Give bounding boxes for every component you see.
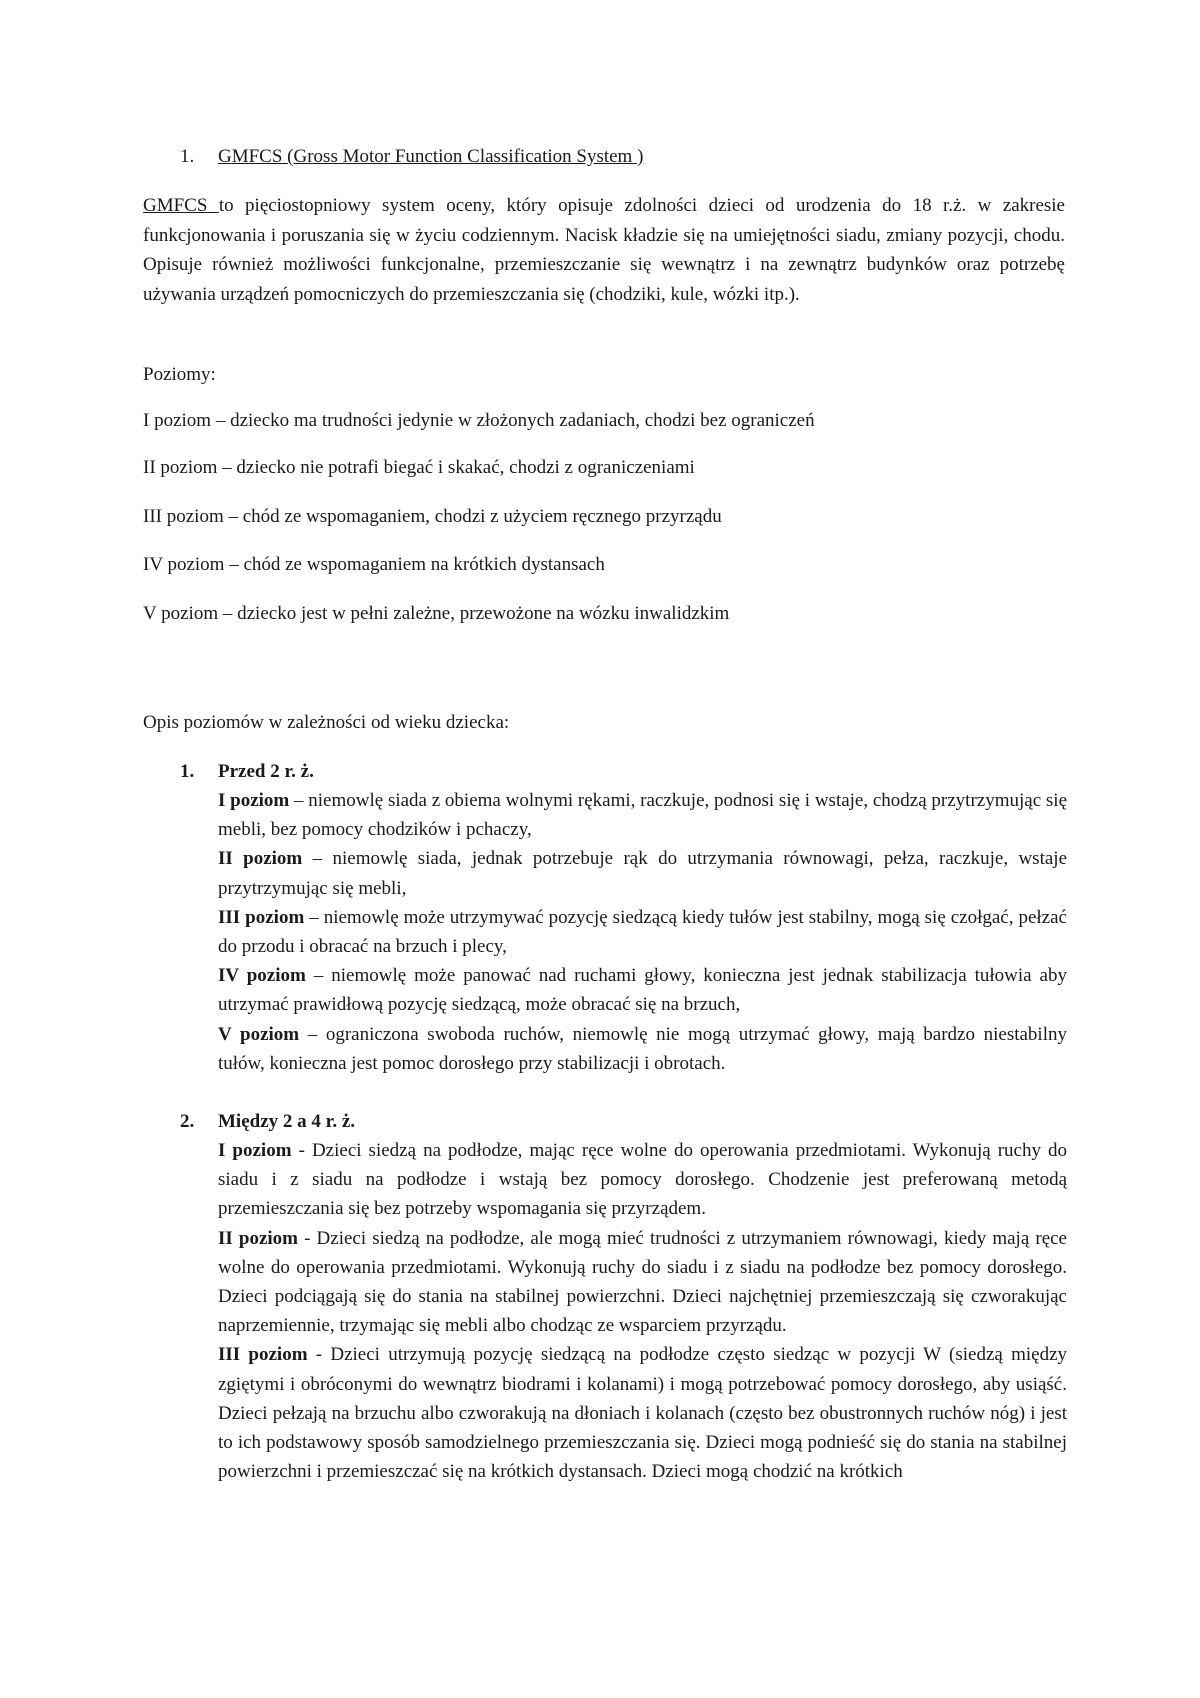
level-label: IV poziom xyxy=(218,965,306,987)
level-label: III poziom xyxy=(218,1344,308,1366)
level-line-2: II poziom – dziecko nie potrafi biegać i skakać, chodzi z ograniczeniami xyxy=(143,457,695,478)
level-text: – niemowlę może utrzymywać pozycję siedzącą kiedy tułów jest stabilny, mogą się czołgać, pełzać do przodu i obracać na brzuch i plecy, xyxy=(218,906,1067,958)
level-label: II poziom xyxy=(218,848,303,870)
level-entry xyxy=(218,903,1067,961)
intro-text: to pięciostopniowy system oceny, który opisuje zdolności dzieci od urodzenia do 18 r.ż. w zakresie funkcjonowania i poruszania się w życiu codziennym. Nacisk kładzie się na umiejętności siadu, zmiany pozycji, chodu. Opisuje również możliwości funkcjonalne, przemieszczanie się wewnątrz i na zewnątrz budynków oraz potrzebę używania urządzeń pomocniczych do przemieszczania się (chodziki, kule, wózki itp.). xyxy=(143,195,1065,305)
level-entry xyxy=(218,786,1067,844)
level-line-5: V poziom – dziecko jest w pełni zależne, przewożone na wózku inwalidzkim xyxy=(143,603,730,624)
age-description-title: Opis poziomów w zależności od wieku dziecka: xyxy=(143,712,510,733)
section-title: Przed 2 r. ż. xyxy=(218,761,314,782)
level-label: I poziom xyxy=(218,790,290,811)
section-body xyxy=(218,1136,1067,1486)
section-heading xyxy=(180,143,643,171)
level-entry xyxy=(218,1020,1067,1078)
level-line-1: I poziom – dziecko ma trudności jedynie w złożonych zadaniach, chodzi bez ograniczeń xyxy=(143,410,815,431)
level-label: III poziom xyxy=(218,906,305,928)
level-text: – ograniczona swoboda ruchów, niemowlę nie mogą utrzymać głowy, mają bardzo niestabilny tułów, konieczna jest pomoc dorosłego przy stabilizacji i obrotach. xyxy=(218,1023,1067,1074)
level-label: I poziom xyxy=(218,1140,292,1161)
levels-label: Poziomy: xyxy=(143,364,216,385)
level-entry xyxy=(218,1136,1067,1224)
section-header xyxy=(180,1108,1067,1136)
section-number: 2. xyxy=(180,1111,195,1132)
age-section-1 xyxy=(180,758,1067,1078)
level-entry xyxy=(218,1340,1067,1486)
intro-paragraph xyxy=(143,191,1065,309)
section-body xyxy=(218,786,1067,1078)
level-entry xyxy=(218,844,1067,902)
level-text: – niemowlę siada z obiema wolnymi rękami, raczkuje, podnosi się i wstaje, chodzą przytrzymując się mebli, bez pomocy chodzików i pchaczy, xyxy=(218,790,1068,841)
level-line-4: IV poziom – chód ze wspomaganiem na krótkich dystansach xyxy=(143,554,605,575)
section-header xyxy=(180,758,1067,786)
heading-number: 1. xyxy=(180,146,195,167)
level-text: – niemowlę może panować nad ruchami głowy, konieczna jest jednak stabilizacja tułowia aby utrzymać prawidłową pozycję siedzącą, może obracać się na brzuch, xyxy=(218,965,1067,1016)
level-text: - Dzieci siedzą na podłodze, ale mogą mieć trudności z utrzymaniem równowagi, kiedy mają ręce wolne do operowania przedmiotami. Wykonują ruchy do siadu i z siadu na podłodze bez pomocy dorosłego. Dzieci podciągają się do stania na stabilnej powierzchni. Dzieci najchętniej przemieszczają się czworakując naprzemiennie, trzymając się mebli albo chodząc ze wsparciem przyrządu. xyxy=(218,1227,1067,1337)
level-text: - Dzieci utrzymują pozycję siedzącą na podłodze często siedząc w pozycji W (siedzą między zgiętymi i obróconymi do wewnątrz biodrami i kolanami) i mogą potrzebować pomocy dorosłego, aby usiąść. Dzieci pełzają na brzuchu albo czworakują na dłoniach i kolanach (często bez obustronnych ruchów nóg) i jest to ich podstawowy sposób samodzielnego przemieszczania się. Dzieci mogą podnieść się do stania na stabilnej powierzchni i przemieszczać się na krótkich dystansach. Dzieci mogą chodzić na krótkich xyxy=(218,1344,1067,1483)
level-entry xyxy=(218,961,1067,1019)
level-line-3: III poziom – chód ze wspomaganiem, chodzi z użyciem ręcznego przyrządu xyxy=(143,506,722,527)
level-label: II poziom xyxy=(218,1227,299,1249)
section-title: Między 2 a 4 r. ż. xyxy=(218,1111,356,1132)
heading-title: GMFCS (Gross Motor Function Classification System ) xyxy=(218,146,644,167)
level-entry xyxy=(218,1224,1067,1341)
intro-term: GMFCS xyxy=(143,195,219,216)
section-number: 1. xyxy=(180,761,195,782)
level-text: – niemowlę siada, jednak potrzebuje rąk do utrzymania równowagi, pełza, raczkuje, wstaje przytrzymując się mebli, xyxy=(218,848,1068,899)
age-section-2 xyxy=(180,1108,1067,1486)
level-text: - Dzieci siedzą na podłodze, mając ręce wolne do operowania przedmiotami. Wykonują ruchy do siadu i z siadu na podłodze i wstają bez pomocy dorosłego. Chodzenie jest preferowaną metodą przemieszczania się bez potrzeby wspomagania się przyrządem. xyxy=(218,1140,1067,1220)
level-label: V poziom xyxy=(218,1023,300,1045)
